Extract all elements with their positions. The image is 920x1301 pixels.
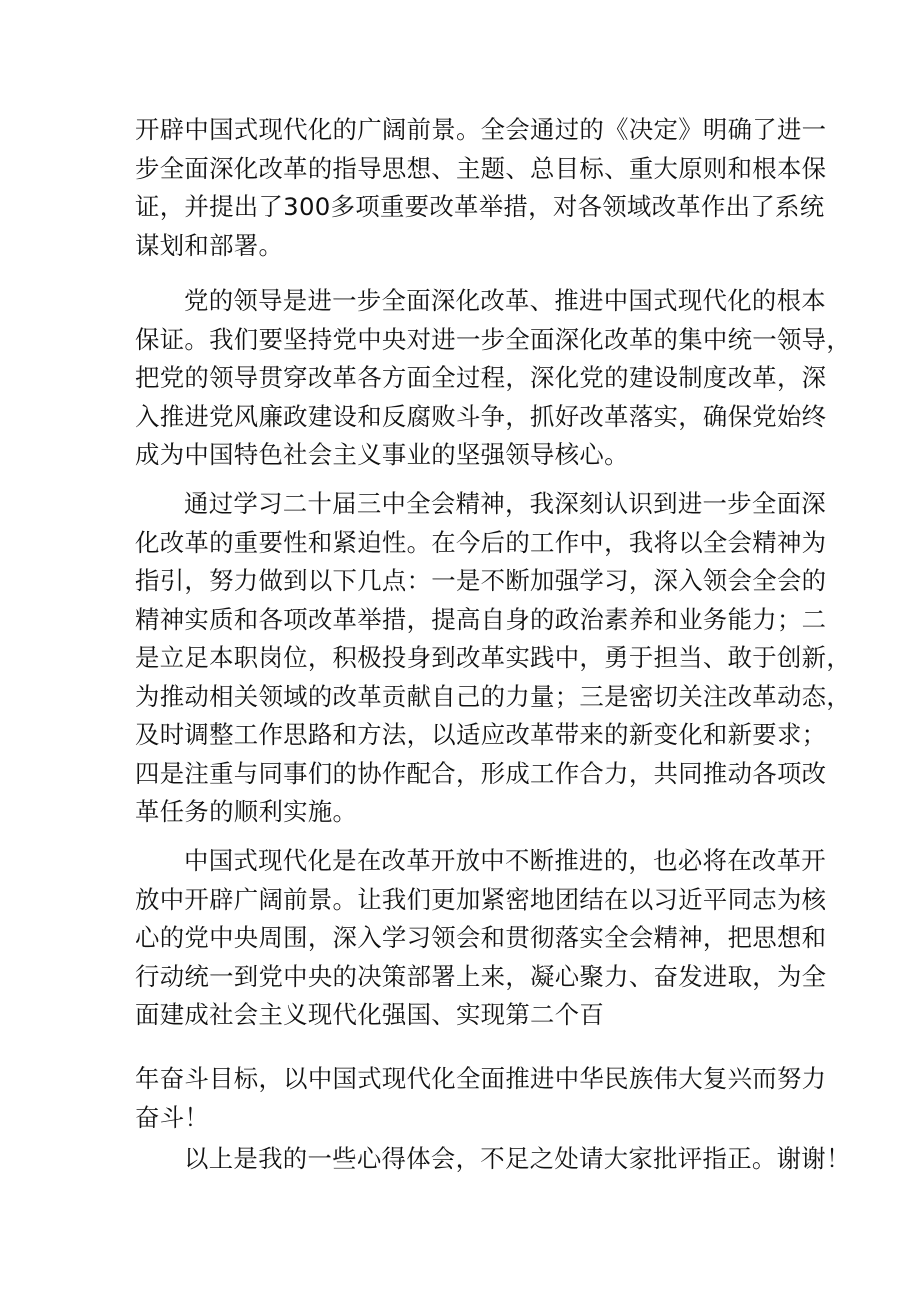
text-line: 面建成社会主义现代化强国、实现第二个百: [135, 1000, 605, 1029]
text-line: 中国式现代化是在改革开放中不断推进的，也必将在改革开: [184, 846, 826, 875]
paragraph-closing: [135, 1140, 851, 1179]
text-line: 奋斗！: [135, 1102, 210, 1132]
text-line: 证，并提出了300多项重要改革举措，对各领域改革作出了系统: [135, 192, 825, 221]
text-line: 开辟中国式现代化的广阔前景。全会通过的《决定》明确了进一: [135, 115, 827, 144]
text-line: 年奋斗目标，以中国式现代化全面推进中华民族伟大复兴而努力: [135, 1064, 827, 1093]
paragraph-modernization: [135, 842, 827, 1035]
text-line: 及时调整工作思路和方法，以适应改革带来的新变化和新要求；: [135, 720, 827, 749]
text-line: 革任务的顺利实施。: [135, 797, 358, 826]
text-line: 把党的领导贯穿改革各方面全过程，深化党的建设制度改革，深: [135, 363, 827, 392]
text-line: 心的党中央周围，深入学习领会和贯彻落实全会精神，把思想和: [135, 923, 827, 952]
text-line: 通过学习二十届三中全会精神，我深刻认识到进一步全面深: [184, 489, 826, 518]
text-line: 四是注重与同事们的协作配合，形成工作合力，共同推动各项改: [135, 758, 827, 788]
text-line: 以上是我的一些心得体会，不足之处请大家批评指正。谢谢！: [184, 1144, 851, 1173]
text-line: 步全面深化改革的指导思想、主题、总目标、重大原则和根本保: [135, 153, 827, 183]
text-line: 党的领导是进一步全面深化改革、推进中国式现代化的根本: [184, 286, 826, 315]
text-line: 行动统一到党中央的决策部署上来，凝心聚力、奋发进取，为全: [135, 961, 827, 991]
paragraph-centenary-goal: [135, 1060, 827, 1137]
text-line: 保证。我们要坚持党中央对进一步全面深化改革的集中统一领导，: [135, 324, 852, 354]
text-line: 成为中国特色社会主义事业的坚强领导核心。: [135, 440, 629, 469]
text-line: 为推动相关领域的改革贡献自己的力量；三是密切关注改革动态，: [135, 681, 852, 711]
text-line: 精神实质和各项改革举措，提高自身的政治素养和业务能力；二: [135, 604, 827, 634]
text-line: 谋划和部署。: [135, 230, 284, 260]
paragraph-personal-plan: [135, 485, 852, 832]
paragraph-party-leadership: [135, 282, 852, 475]
text-line: 是立足本职岗位，积极投身到改革实践中，勇于担当、敢于创新，: [135, 643, 852, 672]
text-line: 入推进党风廉政建设和反腐败斗争，抓好改革落实，确保党始终: [135, 401, 827, 431]
paragraph-reform-decision: [135, 111, 827, 265]
text-line: 放中开辟广阔前景。让我们更加紧密地团结在以习近平同志为核: [135, 884, 827, 914]
text-line: 指引，努力做到以下几点：一是不断加强学习，深入领会全会的: [135, 566, 827, 595]
text-line: 化改革的重要性和紧迫性。在今后的工作中，我将以全会精神为: [135, 527, 827, 557]
